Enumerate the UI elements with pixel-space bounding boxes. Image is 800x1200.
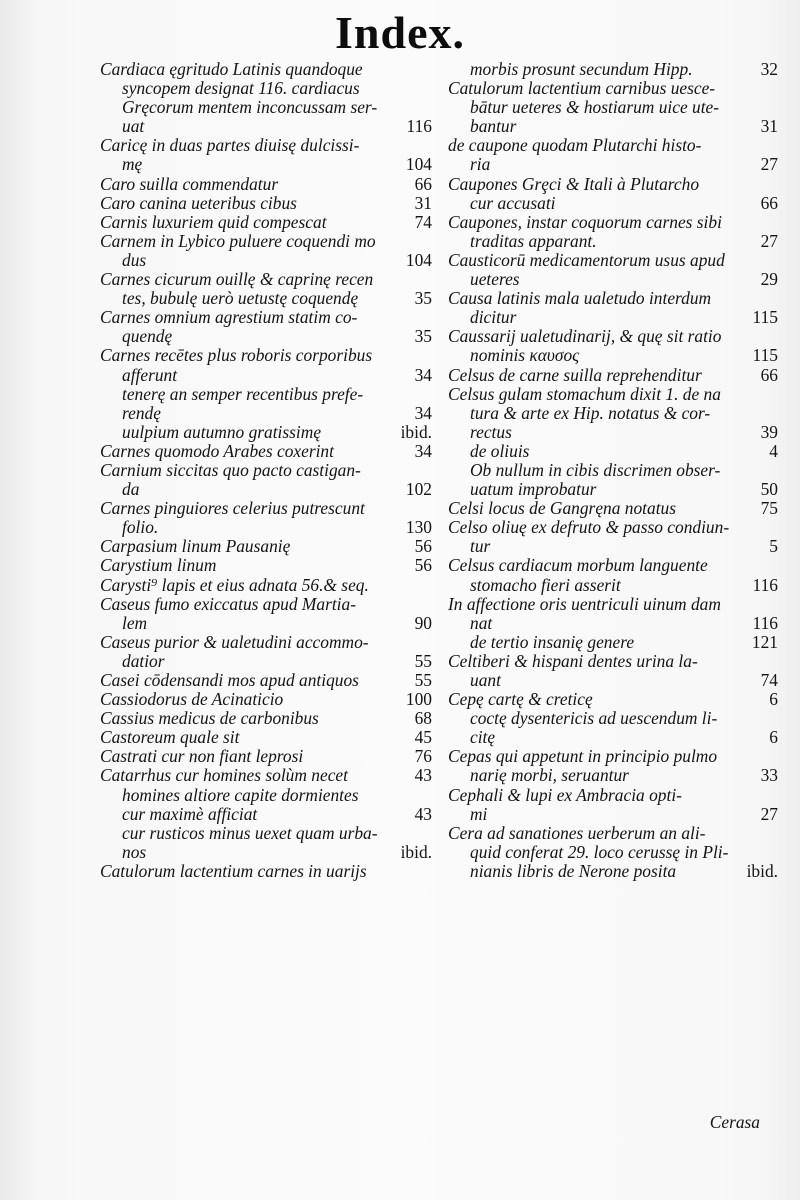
entry-page-ref: 27	[760, 231, 778, 251]
entry-text: Carnium siccitas quo pacto castigan-	[100, 460, 361, 480]
index-entry	[100, 862, 432, 881]
index-entry	[100, 595, 432, 614]
index-entry	[448, 576, 778, 595]
index-entry	[100, 728, 432, 747]
entry-page-ref: 100	[405, 690, 432, 710]
entry-text: dus	[122, 250, 147, 270]
entry-text: Caseus fumo exiccatus apud Martia-	[100, 594, 356, 614]
entry-text: cur rusticos minus uexet quam urba-	[122, 823, 378, 843]
entry-text: Carnes omnium agrestium statim co-	[100, 308, 358, 328]
entry-text: Gręcorum mentem inconcussam ser-	[122, 98, 378, 118]
entry-page-ref: 27	[760, 155, 778, 175]
entry-text: Carpasium linum Pausanię	[100, 537, 291, 557]
index-entry	[448, 633, 778, 652]
entry-text: Celsus de carne suilla reprehenditur	[448, 365, 702, 385]
index-column-right	[448, 60, 778, 881]
index-entry	[100, 327, 432, 346]
entry-text: uat	[122, 117, 145, 137]
entry-text: In affectione oris uentriculi uinum dam	[448, 594, 721, 614]
entry-page-ref: 116	[752, 575, 778, 595]
index-entry	[100, 633, 432, 652]
index-entry	[100, 308, 432, 327]
entry-page-ref: 34	[414, 403, 432, 423]
index-entry	[448, 117, 778, 136]
entry-page-ref: 116	[752, 613, 778, 633]
entry-text: bantur	[470, 117, 517, 137]
index-entry	[100, 671, 432, 690]
index-entry	[448, 824, 778, 843]
index-entry	[448, 404, 778, 423]
entry-text: mę	[122, 155, 143, 175]
index-entry	[100, 385, 432, 404]
index-entry	[100, 136, 432, 155]
entry-text: Cassiodorus de Acinaticio	[100, 690, 284, 710]
entry-page-ref: 32	[760, 60, 778, 79]
index-entry	[448, 709, 778, 728]
index-entry	[448, 136, 778, 155]
index-entry	[448, 805, 778, 824]
entry-page-ref: 74	[760, 671, 778, 690]
entry-text: tenerę an semper recentibus prefe-	[122, 384, 364, 404]
index-entry	[448, 79, 778, 98]
entry-text: Cepas qui appetunt in principio pulmo	[448, 747, 718, 767]
entry-page-ref: ibid.	[400, 842, 432, 862]
entry-text: da	[122, 480, 140, 500]
index-entry	[100, 155, 432, 174]
entry-page-ref: 104	[405, 250, 432, 270]
entry-page-ref: ibid.	[746, 861, 778, 881]
entry-text: dicitur	[470, 308, 517, 328]
entry-text: Catarrhus cur homines solùm necet	[100, 766, 348, 786]
entry-text: narię morbi, seruantur	[470, 766, 629, 786]
entry-page-ref: 75	[760, 499, 778, 519]
index-entry	[448, 289, 778, 308]
index-entry	[448, 98, 778, 117]
entry-text: citę	[470, 728, 496, 748]
entry-text: afferunt	[122, 365, 178, 385]
index-entry	[100, 270, 432, 289]
index-entry	[100, 423, 432, 442]
entry-text: tes, bubulę uerò uetustę coquendę	[122, 289, 359, 309]
index-entry	[100, 175, 432, 194]
entry-text: Carnes pinguiores celerius putrescunt	[100, 499, 365, 519]
entry-text: de tertio insanię genere	[470, 632, 635, 652]
index-entry	[100, 289, 432, 308]
index-entry	[100, 98, 432, 117]
catchword: Cerasa	[709, 1112, 760, 1132]
index-entry	[448, 232, 778, 251]
entry-text: nianis libris de Nerone posita	[470, 861, 677, 881]
entry-page-ref: 55	[414, 651, 432, 671]
index-entry	[448, 747, 778, 766]
entry-text: quid conferat 29. loco cerussę in Pli-	[470, 842, 729, 862]
entry-page-ref: 102	[405, 480, 432, 500]
entry-text: Carnes cicurum ouillę & caprinę recen	[100, 270, 374, 290]
entry-text: ueteres	[470, 270, 520, 290]
entry-text: Carnem in Lybico puluere coquendi mo	[100, 231, 376, 251]
entry-text: cur maximè afficiat	[122, 804, 258, 824]
index-entry	[448, 385, 778, 404]
entry-page-ref: 43	[414, 766, 432, 786]
index-entry	[100, 556, 432, 575]
index-entry	[100, 404, 432, 423]
index-entry	[448, 442, 778, 461]
entry-page-ref: 34	[414, 441, 432, 461]
entry-page-ref: 55	[414, 671, 432, 690]
index-entry	[448, 346, 778, 365]
entry-text: uulpium autumno gratissimę	[122, 422, 322, 442]
index-entry	[100, 213, 432, 232]
entry-text: Cepę cartę & creticę	[448, 690, 593, 710]
index-entry	[100, 461, 432, 480]
index-entry	[100, 366, 432, 385]
entry-text: Celso oliuę ex defruto & passo condiun-	[448, 518, 730, 538]
index-entry	[100, 786, 432, 805]
index-entry	[448, 423, 778, 442]
index-entry	[100, 747, 432, 766]
entry-page-ref: 116	[406, 117, 432, 137]
index-entry	[448, 518, 778, 537]
index-entry	[448, 614, 778, 633]
entry-text: stomacho fieri asserit	[470, 575, 621, 595]
index-entry	[100, 843, 432, 862]
entry-page-ref: 115	[752, 346, 778, 366]
entry-text: Celtiberi & hispani dentes urina la-	[448, 651, 698, 671]
entry-text: Carnis luxuriem quid compescat	[100, 212, 327, 232]
entry-page-ref: 27	[760, 804, 778, 824]
entry-page-ref: 33	[760, 766, 778, 786]
index-entry	[100, 232, 432, 251]
entry-text: cur accusati	[470, 193, 556, 213]
entry-page-ref: 5	[769, 537, 778, 557]
entry-text: mi	[470, 804, 488, 824]
entry-text: Cardiaca ęgritudo Latinis quandoque	[100, 60, 363, 79]
index-entry	[100, 576, 432, 595]
index-entry	[448, 461, 778, 480]
entry-page-ref: 45	[414, 728, 432, 748]
index-entry	[448, 652, 778, 671]
entry-page-ref: 68	[414, 709, 432, 729]
entry-page-ref: 31	[414, 193, 432, 213]
entry-text: Celsus gulam stomachum dixit 1. de na	[448, 384, 721, 404]
entry-text: nos	[122, 842, 147, 862]
entry-text: tura & arte ex Hip. notatus & cor-	[470, 403, 711, 423]
entry-text: Castrati cur non fiant leprosi	[100, 747, 304, 767]
entry-text: quendę	[122, 327, 173, 347]
entry-page-ref: 66	[760, 365, 778, 385]
index-entry	[100, 709, 432, 728]
entry-page-ref: 6	[769, 728, 778, 748]
index-entry	[448, 480, 778, 499]
index-entry	[100, 442, 432, 461]
entry-text: tur	[470, 537, 491, 557]
entry-text: syncopem designat 116. cardiacus	[122, 79, 360, 99]
entry-text: de oliuis	[470, 441, 530, 461]
entry-text: Causa latinis mala ualetudo interdum	[448, 289, 712, 309]
entry-text: rendę	[122, 403, 161, 423]
entry-page-ref: 121	[751, 632, 778, 652]
index-entry	[448, 366, 778, 385]
entry-page-ref: 56	[414, 537, 432, 557]
entry-text: coctę dysentericis ad uescendum li-	[470, 709, 718, 729]
index-entry	[448, 728, 778, 747]
entry-text: Carnes quomodo Arabes coxerint	[100, 441, 334, 461]
index-entry	[100, 60, 432, 79]
entry-text: Carystium linum	[100, 556, 217, 576]
entry-text: nat	[470, 613, 493, 633]
index-entry	[448, 671, 778, 690]
entry-text: Castoreum quale sit	[100, 728, 240, 748]
entry-text: Carnes recētes plus roboris corporibus	[100, 346, 373, 366]
entry-page-ref: 66	[760, 193, 778, 213]
entry-text: Catulorum lactentium carnibus uesce-	[448, 79, 716, 99]
entry-page-ref: 43	[414, 804, 432, 824]
entry-page-ref: 35	[414, 289, 432, 309]
index-entry	[448, 251, 778, 270]
index-entry	[448, 308, 778, 327]
entry-text: folio.	[122, 518, 159, 538]
entry-text: ria	[470, 155, 491, 175]
index-entry	[100, 537, 432, 556]
entry-text: bātur ueteres & hostiarum uice ute-	[470, 98, 720, 118]
index-entry	[100, 117, 432, 136]
index-entry	[448, 843, 778, 862]
index-entry	[448, 595, 778, 614]
entry-page-ref: 66	[414, 174, 432, 194]
entry-text: Cera ad sanationes uerberum an ali-	[448, 823, 706, 843]
entry-page-ref: 50	[760, 480, 778, 500]
entry-page-ref: 35	[414, 327, 432, 347]
entry-text: Caupones Grȩci & Itali à Plutarcho	[448, 174, 700, 194]
entry-page-ref: 6	[769, 690, 778, 710]
entry-text: Cassius medicus de carbonibus	[100, 709, 319, 729]
entry-text: Cephali & lupi ex Ambracia opti-	[448, 785, 682, 805]
entry-page-ref: 29	[760, 270, 778, 290]
entry-text: traditas apparant.	[470, 231, 597, 251]
index-entry	[100, 480, 432, 499]
entry-text: lem	[122, 613, 148, 633]
index-entry	[448, 766, 778, 785]
index-entry	[448, 690, 778, 709]
index-entry	[448, 786, 778, 805]
entry-text: Caussarij ualetudinarij, & quę sit ratio	[448, 327, 722, 347]
index-entry	[448, 556, 778, 575]
entry-text: Caro canina ueteribus cibus	[100, 193, 297, 213]
index-entry	[448, 175, 778, 194]
entry-text: Caro suilla commendatur	[100, 174, 279, 194]
index-entry	[100, 499, 432, 518]
index-entry	[100, 346, 432, 365]
index-entry	[448, 499, 778, 518]
entry-page-ref: 39	[760, 422, 778, 442]
index-entry	[448, 270, 778, 289]
entry-text: rectus	[470, 422, 512, 442]
page-title: Index.	[335, 7, 465, 58]
index-column-left	[100, 60, 432, 881]
entry-text: Carysti⁹ lapis et eius adnata 56.& seq.	[100, 575, 369, 595]
entry-text: morbis prosunt secundum Hipp.	[470, 60, 693, 79]
entry-page-ref: ibid.	[400, 422, 432, 442]
entry-text: uant	[470, 671, 501, 690]
entry-text: Caupones, instar coquorum carnes sibi	[448, 212, 722, 232]
entry-text: Caricę in duas partes diuisę dulcissi-	[100, 136, 360, 156]
entry-text: Celsi locus de Gangręna notatus	[448, 499, 676, 519]
index-entry	[100, 194, 432, 213]
entry-text: Causticorū medicamentorum usus apud	[448, 250, 725, 270]
entry-text: de caupone quodam Plutarchi histo-	[448, 136, 702, 156]
entry-page-ref: 130	[405, 518, 432, 538]
entry-page-ref: 104	[405, 155, 432, 175]
entry-text: uatum improbatur	[470, 480, 597, 500]
entry-page-ref: 34	[414, 365, 432, 385]
entry-page-ref: 56	[414, 556, 432, 576]
index-entry	[448, 537, 778, 556]
index-entry	[100, 652, 432, 671]
index-entry	[100, 251, 432, 270]
index-entry	[100, 766, 432, 785]
index-entry	[448, 155, 778, 174]
index-entry	[100, 690, 432, 709]
entry-text: homines altiore capite dormientes	[122, 785, 359, 805]
entry-page-ref: 4	[769, 441, 778, 461]
index-entry	[448, 194, 778, 213]
index-entry	[100, 518, 432, 537]
index-entry	[100, 805, 432, 824]
entry-page-ref: 90	[414, 613, 432, 633]
entry-text: Casei cōdensandi mos apud antiquos	[100, 671, 359, 690]
entry-text: Caseus purior & ualetudini accommo-	[100, 632, 369, 652]
index-entry	[100, 79, 432, 98]
index-entry	[448, 327, 778, 346]
entry-text: datior	[122, 651, 165, 671]
index-entry	[100, 824, 432, 843]
entry-text: Ob nullum in cibis discrimen obser-	[470, 460, 721, 480]
entry-text: nominis καυσος	[470, 346, 580, 366]
entry-text: Catulorum lactentium carnes in uarijs	[100, 861, 367, 881]
entry-page-ref: 74	[414, 212, 432, 232]
entry-page-ref: 31	[760, 117, 778, 137]
entry-page-ref: 115	[752, 308, 778, 328]
entry-page-ref: 76	[414, 747, 432, 767]
index-entry	[448, 60, 778, 79]
index-entry	[448, 213, 778, 232]
entry-text: Celsus cardiacum morbum languente	[448, 556, 708, 576]
index-entry	[100, 614, 432, 633]
index-entry	[448, 862, 778, 881]
